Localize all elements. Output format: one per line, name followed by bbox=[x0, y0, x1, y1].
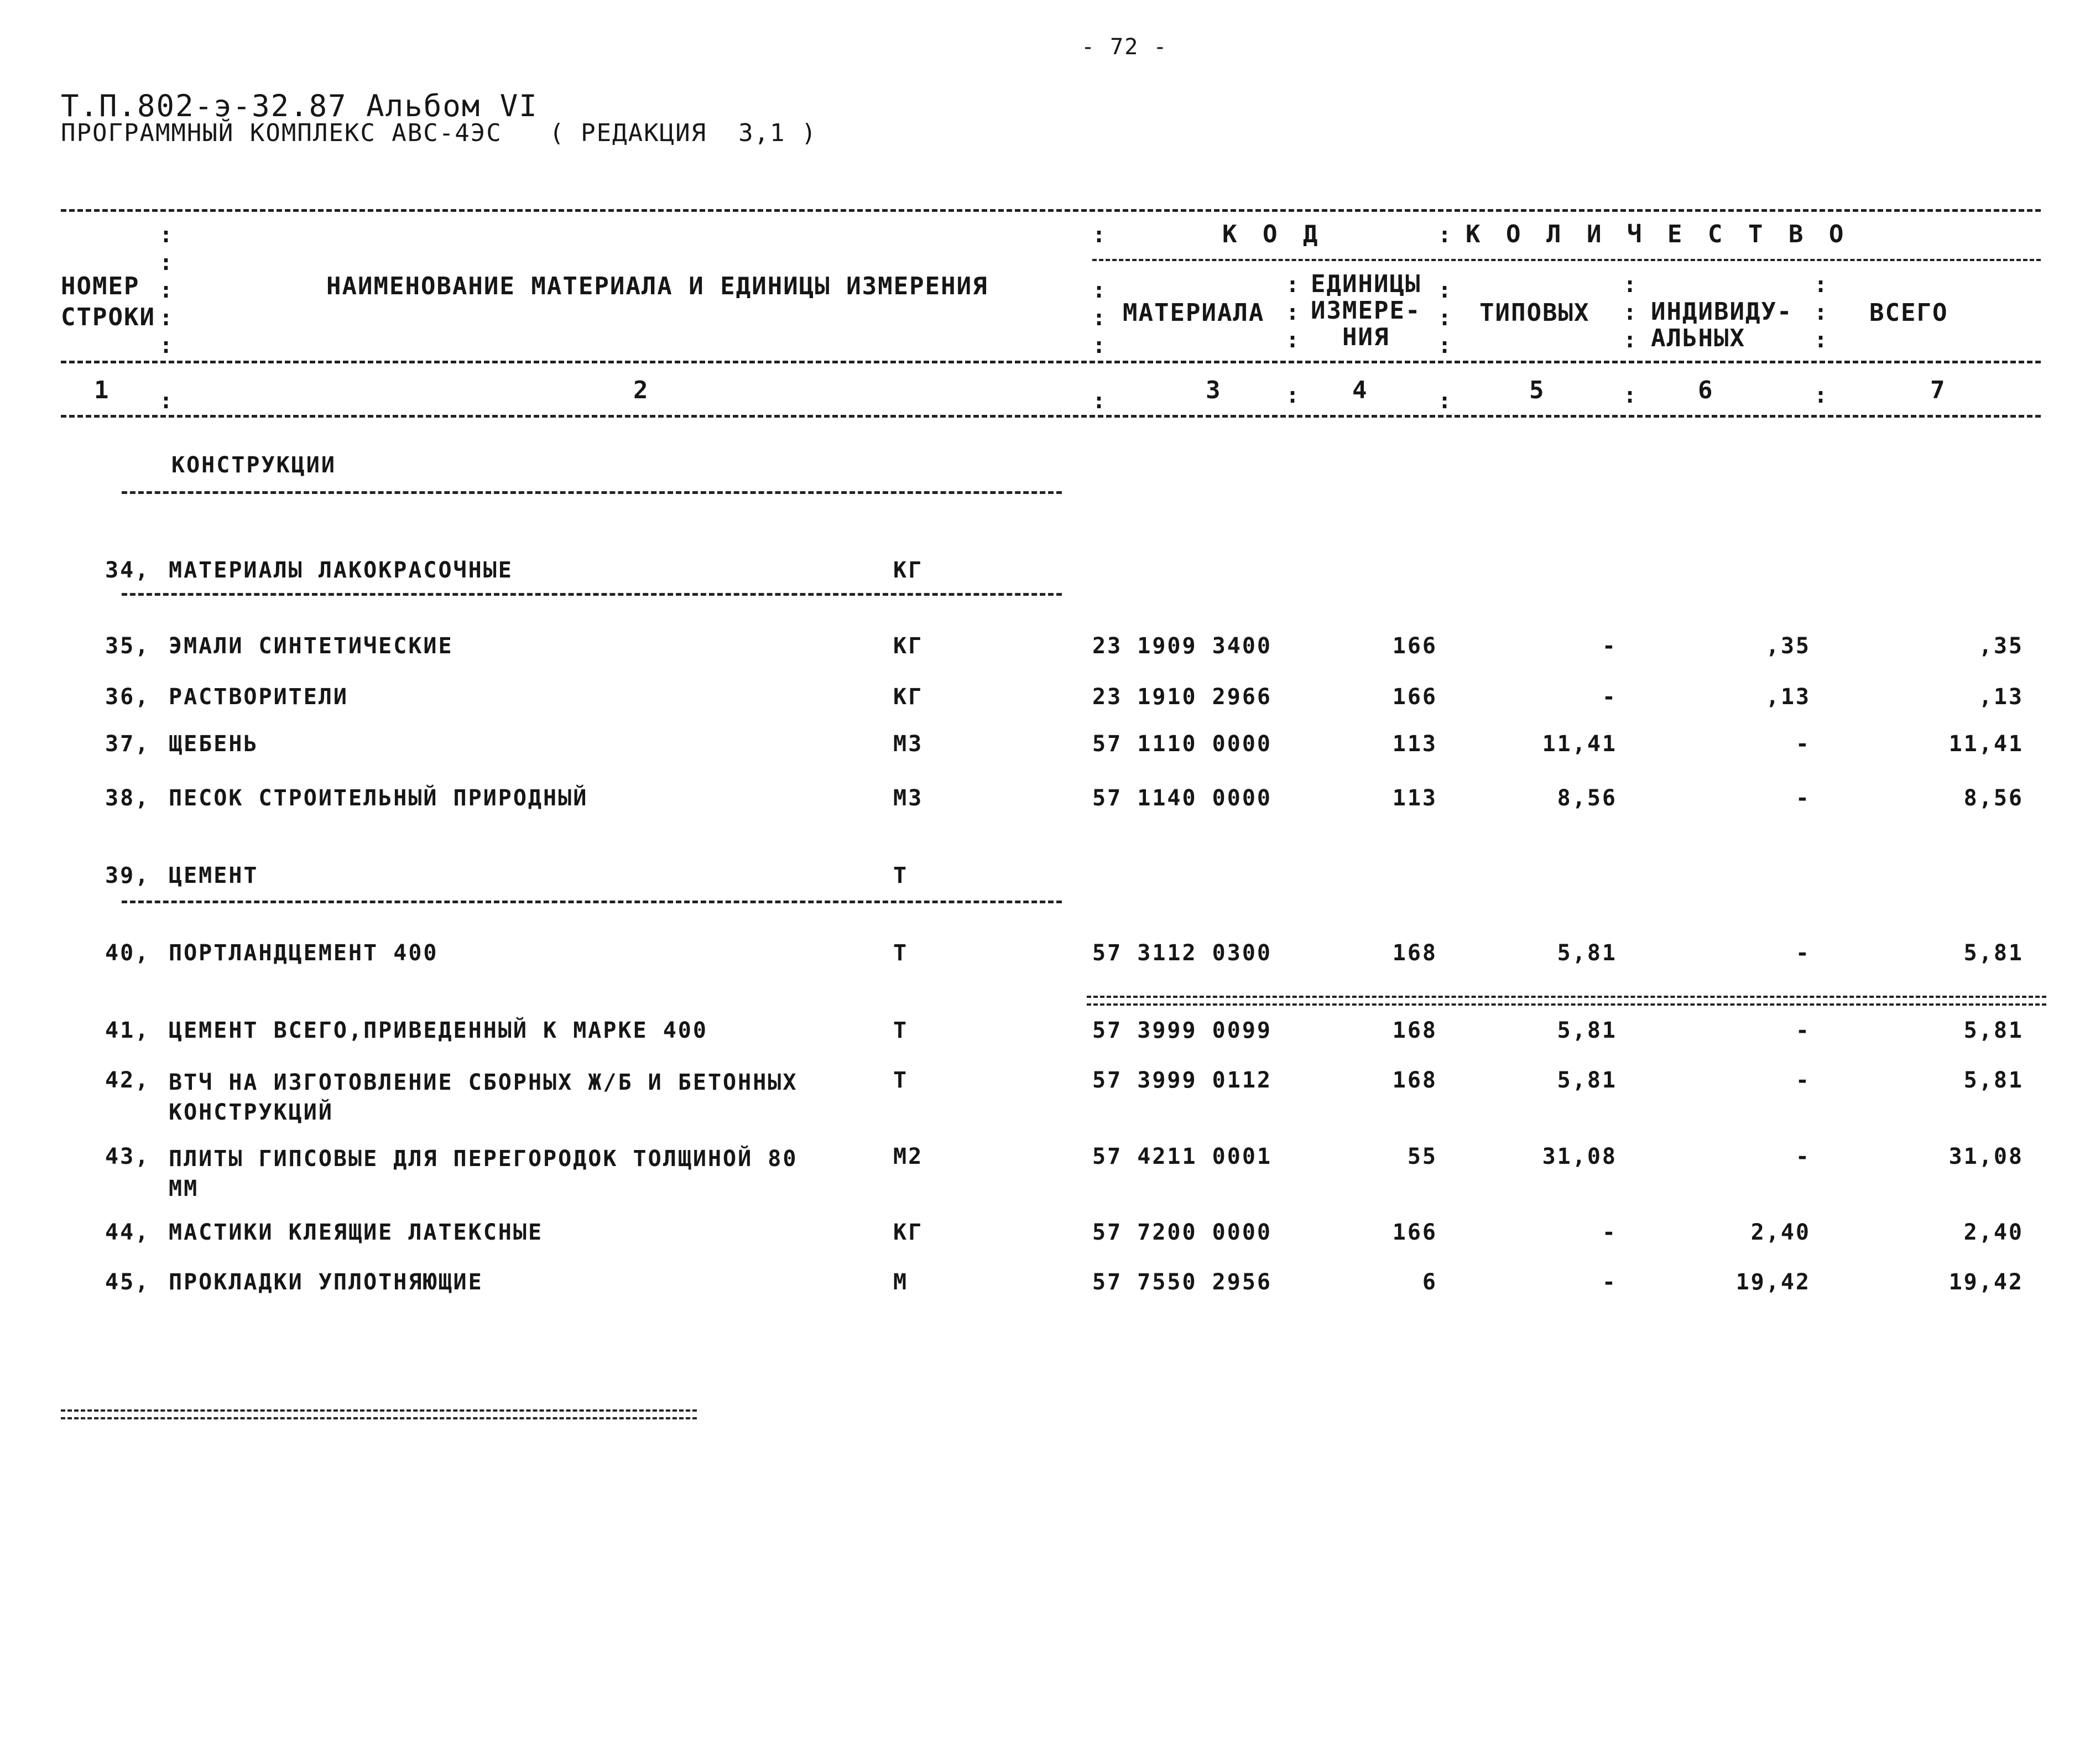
row-qty-typical: - bbox=[1602, 1220, 1617, 1245]
row-qty-total: ,13 bbox=[1978, 684, 2024, 710]
row-number: 38, bbox=[105, 785, 150, 811]
header-row-number: НОМЕР СТРОКИ bbox=[61, 272, 155, 331]
row-qty-typical: 8,56 bbox=[1557, 785, 1617, 811]
header-code: К О Д bbox=[1222, 220, 1323, 248]
header-quantity: К О Л И Ч Е С Т В О bbox=[1466, 220, 1849, 248]
row-qty-individual: - bbox=[1795, 1018, 1811, 1043]
col-separator: : : : : bbox=[1623, 272, 1637, 408]
row-qty-typical: - bbox=[1602, 1269, 1617, 1295]
row-qty-total: 5,81 bbox=[1963, 1068, 2024, 1093]
row-name: МАТЕРИАЛЫ ЛАКОКРАСОЧНЫЕ bbox=[169, 558, 513, 583]
row-qty-individual: - bbox=[1795, 1144, 1811, 1169]
row-number: 40, bbox=[105, 940, 150, 966]
row-name: ЦЕМЕНТ ВСЕГО,ПРИВЕДЕННЫЙ К МАРКЕ 400 bbox=[169, 1018, 708, 1043]
row-material-code: 57 7200 0000 bbox=[1092, 1220, 1272, 1245]
header-code-material: МАТЕРИАЛА bbox=[1123, 299, 1265, 327]
row-qty-individual: 2,40 bbox=[1750, 1220, 1811, 1245]
row-number: 42, bbox=[105, 1068, 150, 1093]
row-name: ПЛИТЫ ГИПСОВЫЕ ДЛЯ ПЕРЕГОРОДОК ТОЛЩИНОЙ 80 ММ bbox=[169, 1146, 798, 1201]
row-material-code: 23 1910 2966 bbox=[1092, 684, 1272, 710]
row-qty-individual: 19,42 bbox=[1735, 1269, 1811, 1295]
section-title: КОНСТРУКЦИИ bbox=[171, 452, 336, 478]
row-qty-total: 5,81 bbox=[1963, 1018, 2024, 1043]
row-qty-individual: - bbox=[1795, 731, 1811, 757]
row-material-code: 57 3999 0112 bbox=[1092, 1068, 1272, 1093]
row-material-code: 57 4211 0001 bbox=[1092, 1144, 1272, 1169]
col-separator: : : : : : bbox=[1092, 222, 1106, 414]
header-columns-rule bbox=[61, 361, 2041, 363]
header-top-rule bbox=[61, 209, 2041, 212]
col-number-4: 4 bbox=[1352, 376, 1368, 404]
row-unit-code: 166 bbox=[1392, 684, 1437, 710]
row-number: 37, bbox=[105, 731, 150, 757]
header-quantity-individual: ИНДИВИДУ- АЛЬНЫХ bbox=[1651, 298, 1793, 352]
row-qty-total: 19,42 bbox=[1948, 1269, 2024, 1295]
row-qty-typical: 11,41 bbox=[1542, 731, 1617, 757]
row-qty-total: 2,40 bbox=[1963, 1220, 2024, 1245]
header-mid-rule bbox=[1092, 259, 2041, 261]
row-name: РАСТВОРИТЕЛИ bbox=[169, 684, 348, 710]
row-unit: М3 bbox=[893, 731, 924, 757]
total-double-rule bbox=[1087, 996, 2046, 1006]
row-unit: КГ bbox=[893, 1220, 924, 1245]
header-code-unit: ЕДИНИЦЫ ИЗМЕРЕ- НИЯ bbox=[1311, 270, 1421, 351]
row-unit-code: 166 bbox=[1392, 1220, 1437, 1245]
row-material-code: 57 3999 0099 bbox=[1092, 1018, 1272, 1043]
section-underline bbox=[122, 491, 1062, 494]
row-qty-total: 5,81 bbox=[1963, 940, 2024, 966]
row-qty-typical: 5,81 bbox=[1557, 1068, 1617, 1093]
row-number: 39, bbox=[105, 863, 150, 888]
col-number-1: 1 bbox=[94, 376, 110, 404]
row-unit-code: 113 bbox=[1392, 731, 1437, 757]
row-unit-code: 168 bbox=[1392, 1068, 1437, 1093]
row-unit: М bbox=[893, 1269, 909, 1295]
row-unit: КГ bbox=[893, 633, 924, 659]
row-number: 35, bbox=[105, 633, 150, 659]
row-number: 41, bbox=[105, 1018, 150, 1043]
row-unit: КГ bbox=[893, 684, 924, 710]
header-name: НАИМЕНОВАНИЕ МАТЕРИАЛА И ЕДИНИЦЫ ИЗМЕРЕНИЯ bbox=[326, 272, 988, 300]
row-unit-code: 166 bbox=[1392, 633, 1437, 659]
row-unit: Т bbox=[893, 1068, 909, 1093]
col-number-2: 2 bbox=[633, 376, 649, 404]
row-qty-typical: 31,08 bbox=[1542, 1144, 1617, 1169]
row-name: ВТЧ НА ИЗГОТОВЛЕНИЕ СБОРНЫХ Ж/Б И БЕТОННЫХ КОНСТРУКЦИЙ bbox=[169, 1070, 798, 1125]
row-qty-total: 11,41 bbox=[1948, 731, 2024, 757]
col-number-6: 6 bbox=[1698, 376, 1714, 404]
row-qty-typical: 5,81 bbox=[1557, 1018, 1617, 1043]
col-separator: : : : : bbox=[1814, 272, 1828, 408]
col-number-5: 5 bbox=[1529, 376, 1545, 404]
row-unit: Т bbox=[893, 863, 909, 888]
row-qty-total: 8,56 bbox=[1963, 785, 2024, 811]
group-underline bbox=[122, 593, 1062, 596]
row-unit: М3 bbox=[893, 785, 924, 811]
row-qty-typical: - bbox=[1602, 684, 1617, 710]
col-separator: : : : : : : bbox=[159, 222, 173, 414]
row-number: 36, bbox=[105, 684, 150, 710]
row-qty-typical: - bbox=[1602, 633, 1617, 659]
col-number-7: 7 bbox=[1930, 376, 1946, 404]
row-unit-code: 6 bbox=[1422, 1269, 1437, 1295]
row-unit: КГ bbox=[893, 558, 924, 583]
row-qty-total: ,35 bbox=[1978, 633, 2024, 659]
row-qty-total: 31,08 bbox=[1948, 1144, 2024, 1169]
header-quantity-typical: ТИПОВЫХ bbox=[1479, 299, 1590, 327]
row-name: ПРОКЛАДКИ УПЛОТНЯЮЩИЕ bbox=[169, 1269, 483, 1295]
row-material-code: 57 7550 2956 bbox=[1092, 1269, 1272, 1295]
row-unit: Т bbox=[893, 1018, 909, 1043]
row-unit: М2 bbox=[893, 1144, 924, 1169]
row-unit-code: 55 bbox=[1407, 1144, 1437, 1169]
row-material-code: 57 1110 0000 bbox=[1092, 731, 1272, 757]
group-underline bbox=[122, 901, 1062, 903]
row-name: ЩЕБЕНЬ bbox=[169, 731, 259, 757]
row-number: 34, bbox=[105, 558, 150, 583]
document-title: Т.П.802-э-32.87 Альбом VI bbox=[61, 89, 538, 123]
col-separator: : : : : bbox=[1286, 272, 1300, 408]
row-unit-code: 168 bbox=[1392, 940, 1437, 966]
row-name: ПЕСОК СТРОИТЕЛЬНЫЙ ПРИРОДНЫЙ bbox=[169, 785, 588, 811]
page-number: - 72 - bbox=[1081, 34, 1168, 60]
row-unit-code: 168 bbox=[1392, 1018, 1437, 1043]
row-name: ЭМАЛИ СИНТЕТИЧЕСКИЕ bbox=[169, 633, 454, 659]
document-subtitle: ПРОГРАММНЫЙ КОМПЛЕКС АВС-4ЭС ( РЕДАКЦИЯ 3,1 ) bbox=[61, 119, 817, 147]
row-material-code: 57 3112 0300 bbox=[1092, 940, 1272, 966]
row-name: МАСТИКИ КЛЕЯЩИЕ ЛАТЕКСНЫЕ bbox=[169, 1220, 544, 1245]
header-bottom-rule bbox=[61, 415, 2041, 418]
row-number: 43, bbox=[105, 1144, 150, 1169]
col-separator: : : : : : bbox=[1438, 222, 1452, 414]
row-qty-individual: ,13 bbox=[1765, 684, 1811, 710]
row-unit: Т bbox=[893, 940, 909, 966]
row-name: ПОРТЛАНДЦЕМЕНТ 400 bbox=[169, 940, 439, 966]
row-unit-code: 113 bbox=[1392, 785, 1437, 811]
row-qty-individual: - bbox=[1795, 785, 1811, 811]
row-name: ЦЕМЕНТ bbox=[169, 863, 259, 888]
row-qty-individual: ,35 bbox=[1765, 633, 1811, 659]
col-number-3: 3 bbox=[1206, 376, 1222, 404]
header-quantity-total: ВСЕГО bbox=[1869, 299, 1948, 327]
end-double-rule bbox=[61, 1409, 697, 1419]
row-qty-individual: - bbox=[1795, 1068, 1811, 1093]
row-number: 44, bbox=[105, 1220, 150, 1245]
row-qty-typical: 5,81 bbox=[1557, 940, 1617, 966]
row-material-code: 23 1909 3400 bbox=[1092, 633, 1272, 659]
row-material-code: 57 1140 0000 bbox=[1092, 785, 1272, 811]
row-qty-individual: - bbox=[1795, 940, 1811, 966]
row-number: 45, bbox=[105, 1269, 150, 1295]
